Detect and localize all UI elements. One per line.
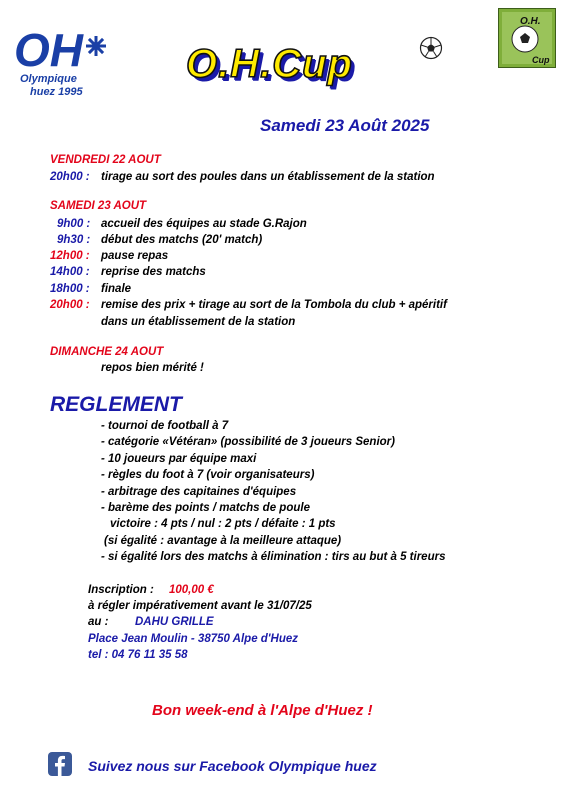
reglement-heading: REGLEMENT (50, 393, 182, 416)
rule-line: - catégorie «Vétéran» (possibilité de 3 joueurs Senior) (101, 436, 395, 448)
closing-message: Bon week-end à l'Alpe d'Huez ! (152, 702, 373, 719)
logo-right-top: O.H. (520, 16, 541, 27)
saturday-text: début des matchs (20' match) (101, 234, 263, 246)
rule-line: - si égalité lors des matchs à élimination : tirs au but à 5 tireurs (101, 551, 446, 563)
event-date: Samedi 23 Août 2025 (260, 116, 430, 135)
olympique-huez-logo (10, 20, 110, 100)
payee-address: Place Jean Moulin - 38750 Alpe d'Huez (88, 633, 299, 645)
saturday-heading: SAMEDI 23 AOUT (50, 200, 147, 212)
oh-cup-logo (498, 8, 556, 68)
soccer-ball-icon (419, 36, 443, 60)
logo-right-bottom: Cup (532, 55, 550, 65)
friday-time: 20h00 : (50, 171, 90, 183)
saturday-time: 12h00 : (50, 250, 90, 262)
saturday-text: accueil des équipes au stade G.Rajon (101, 218, 307, 230)
saturday-text: remise des prix + tirage au sort de la Tombola du club + apéritif (101, 299, 447, 311)
saturday-time: 14h00 : (50, 266, 90, 278)
rule-line: (si égalité : avantage à la meilleure attaque) (104, 535, 342, 547)
inscription-deadline: à régler impérativement avant le 31/07/25 (88, 600, 312, 612)
rule-line: - barème des points / matchs de poule (101, 502, 310, 514)
payee-name: DAHU GRILLE (135, 616, 214, 628)
rule-line: - tournoi de football à 7 (101, 420, 229, 432)
rule-line: victoire : 4 pts / nul : 2 pts / défaite : 1 pts (110, 518, 336, 530)
saturday-text: reprise des matchs (101, 266, 206, 278)
svg-text:OH: OH (14, 24, 83, 76)
inscription-label: Inscription : (88, 584, 154, 596)
rule-line: - règles du foot à 7 (voir organisateurs) (101, 469, 315, 481)
rule-line: - 10 joueurs par équipe maxi (101, 453, 257, 465)
sunday-text: repos bien mérité ! (101, 362, 204, 374)
rule-line: - arbitrage des capitaines d'équipes (101, 486, 297, 498)
saturday-time: 9h00 : (57, 218, 91, 230)
friday-text: tirage au sort des poules dans un établissement de la station (101, 171, 435, 183)
logo-line2: huez 1995 (30, 86, 83, 98)
saturday-text: pause repas (101, 250, 169, 262)
saturday-text: finale (101, 283, 132, 295)
facebook-icon[interactable] (48, 752, 72, 776)
inscription-price: 100,00 € (169, 584, 214, 596)
payee-label: au : (88, 616, 109, 628)
friday-heading: VENDREDI 22 AOUT (50, 154, 161, 166)
sunday-heading: DIMANCHE 24 AOUT (50, 346, 164, 358)
saturday-text-cont: dans un établissement de la station (101, 316, 296, 328)
saturday-time: 18h00 : (50, 283, 90, 295)
logo-line1: Olympique (20, 73, 77, 85)
payee-phone: tel : 04 76 11 35 58 (88, 649, 188, 661)
page-title: O.H.Cup (186, 42, 353, 86)
saturday-time: 9h30 : (57, 234, 91, 246)
facebook-follow-text[interactable]: Suivez nous sur Facebook Olympique huez (88, 758, 377, 774)
saturday-time: 20h00 : (50, 299, 90, 311)
